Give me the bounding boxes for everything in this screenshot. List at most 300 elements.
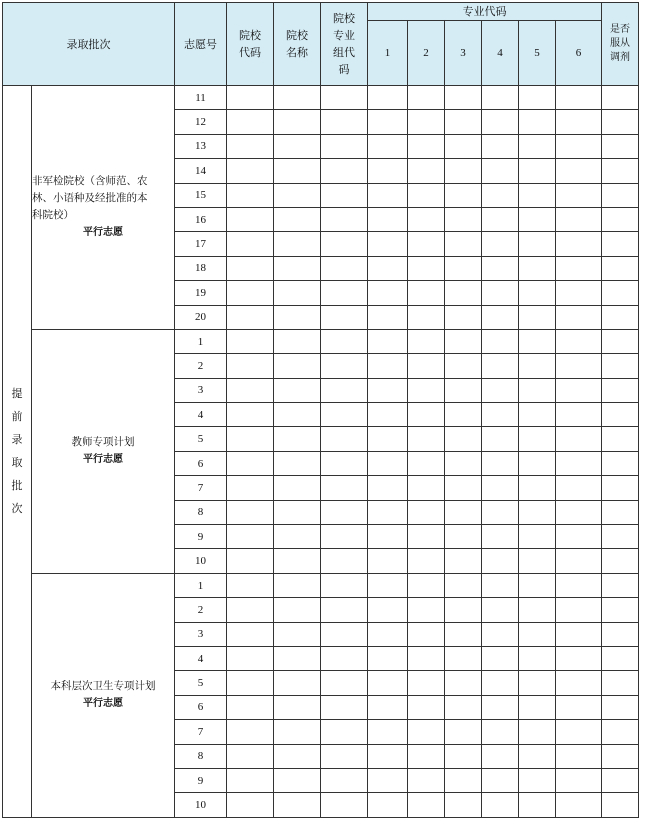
major-code-5-cell[interactable]	[519, 159, 556, 183]
major-code-2-cell[interactable]	[408, 378, 445, 402]
major-code-4-cell[interactable]	[482, 159, 519, 183]
major-code-3-cell[interactable]	[445, 695, 482, 719]
major-group-code-cell[interactable]	[321, 768, 368, 792]
school-name-cell[interactable]	[274, 451, 321, 475]
major-group-code-cell[interactable]	[321, 744, 368, 768]
obey-adjustment-cell[interactable]	[602, 525, 639, 549]
major-group-code-cell[interactable]	[321, 232, 368, 256]
major-code-2-cell[interactable]	[408, 744, 445, 768]
major-code-1-cell[interactable]	[368, 256, 408, 280]
school-name-cell[interactable]	[274, 329, 321, 353]
major-group-code-cell[interactable]	[321, 110, 368, 134]
school-code-cell[interactable]	[227, 329, 274, 353]
major-code-5-cell[interactable]	[519, 695, 556, 719]
major-code-6-cell[interactable]	[556, 329, 602, 353]
major-code-6-cell[interactable]	[556, 427, 602, 451]
major-group-code-cell[interactable]	[321, 598, 368, 622]
major-code-4-cell[interactable]	[482, 232, 519, 256]
major-code-1-cell[interactable]	[368, 110, 408, 134]
major-code-5-cell[interactable]	[519, 549, 556, 573]
major-code-4-cell[interactable]	[482, 110, 519, 134]
major-group-code-cell[interactable]	[321, 720, 368, 744]
school-name-cell[interactable]	[274, 695, 321, 719]
obey-adjustment-cell[interactable]	[602, 598, 639, 622]
major-group-code-cell[interactable]	[321, 134, 368, 158]
obey-adjustment-cell[interactable]	[602, 378, 639, 402]
major-code-5-cell[interactable]	[519, 622, 556, 646]
major-code-3-cell[interactable]	[445, 110, 482, 134]
school-code-cell[interactable]	[227, 476, 274, 500]
major-code-4-cell[interactable]	[482, 403, 519, 427]
major-code-2-cell[interactable]	[408, 86, 445, 110]
school-name-cell[interactable]	[274, 646, 321, 670]
major-code-4-cell[interactable]	[482, 329, 519, 353]
major-code-2-cell[interactable]	[408, 646, 445, 670]
major-code-3-cell[interactable]	[445, 744, 482, 768]
school-name-cell[interactable]	[274, 476, 321, 500]
major-group-code-cell[interactable]	[321, 549, 368, 573]
major-group-code-cell[interactable]	[321, 183, 368, 207]
major-code-2-cell[interactable]	[408, 451, 445, 475]
major-code-2-cell[interactable]	[408, 183, 445, 207]
major-code-6-cell[interactable]	[556, 354, 602, 378]
major-code-4-cell[interactable]	[482, 720, 519, 744]
major-code-4-cell[interactable]	[482, 451, 519, 475]
school-name-cell[interactable]	[274, 500, 321, 524]
obey-adjustment-cell[interactable]	[602, 305, 639, 329]
school-code-cell[interactable]	[227, 403, 274, 427]
major-code-5-cell[interactable]	[519, 573, 556, 597]
school-name-cell[interactable]	[274, 305, 321, 329]
obey-adjustment-cell[interactable]	[602, 232, 639, 256]
major-code-1-cell[interactable]	[368, 378, 408, 402]
major-code-1-cell[interactable]	[368, 183, 408, 207]
major-code-2-cell[interactable]	[408, 159, 445, 183]
school-code-cell[interactable]	[227, 183, 274, 207]
major-code-3-cell[interactable]	[445, 378, 482, 402]
major-code-6-cell[interactable]	[556, 159, 602, 183]
major-code-2-cell[interactable]	[408, 110, 445, 134]
obey-adjustment-cell[interactable]	[602, 695, 639, 719]
school-code-cell[interactable]	[227, 451, 274, 475]
major-code-4-cell[interactable]	[482, 281, 519, 305]
major-code-3-cell[interactable]	[445, 305, 482, 329]
major-code-4-cell[interactable]	[482, 695, 519, 719]
major-group-code-cell[interactable]	[321, 573, 368, 597]
school-code-cell[interactable]	[227, 159, 274, 183]
school-name-cell[interactable]	[274, 793, 321, 817]
major-code-1-cell[interactable]	[368, 671, 408, 695]
major-code-5-cell[interactable]	[519, 768, 556, 792]
major-group-code-cell[interactable]	[321, 256, 368, 280]
major-code-3-cell[interactable]	[445, 525, 482, 549]
major-code-1-cell[interactable]	[368, 720, 408, 744]
major-code-5-cell[interactable]	[519, 281, 556, 305]
major-code-1-cell[interactable]	[368, 646, 408, 670]
obey-adjustment-cell[interactable]	[602, 159, 639, 183]
major-code-4-cell[interactable]	[482, 134, 519, 158]
major-code-1-cell[interactable]	[368, 695, 408, 719]
major-code-1-cell[interactable]	[368, 305, 408, 329]
major-group-code-cell[interactable]	[321, 500, 368, 524]
obey-adjustment-cell[interactable]	[602, 500, 639, 524]
major-code-2-cell[interactable]	[408, 134, 445, 158]
major-code-5-cell[interactable]	[519, 378, 556, 402]
major-code-4-cell[interactable]	[482, 427, 519, 451]
major-code-6-cell[interactable]	[556, 281, 602, 305]
school-name-cell[interactable]	[274, 573, 321, 597]
major-code-4-cell[interactable]	[482, 378, 519, 402]
major-code-2-cell[interactable]	[408, 720, 445, 744]
major-code-3-cell[interactable]	[445, 403, 482, 427]
major-code-6-cell[interactable]	[556, 305, 602, 329]
major-code-2-cell[interactable]	[408, 476, 445, 500]
major-code-1-cell[interactable]	[368, 281, 408, 305]
major-code-5-cell[interactable]	[519, 183, 556, 207]
major-code-1-cell[interactable]	[368, 573, 408, 597]
major-code-5-cell[interactable]	[519, 256, 556, 280]
school-code-cell[interactable]	[227, 207, 274, 231]
school-code-cell[interactable]	[227, 281, 274, 305]
obey-adjustment-cell[interactable]	[602, 86, 639, 110]
major-code-6-cell[interactable]	[556, 573, 602, 597]
major-code-2-cell[interactable]	[408, 403, 445, 427]
major-code-1-cell[interactable]	[368, 329, 408, 353]
major-code-5-cell[interactable]	[519, 86, 556, 110]
school-code-cell[interactable]	[227, 354, 274, 378]
school-code-cell[interactable]	[227, 720, 274, 744]
school-name-cell[interactable]	[274, 86, 321, 110]
school-name-cell[interactable]	[274, 525, 321, 549]
school-code-cell[interactable]	[227, 573, 274, 597]
major-code-5-cell[interactable]	[519, 598, 556, 622]
major-code-5-cell[interactable]	[519, 793, 556, 817]
major-code-3-cell[interactable]	[445, 159, 482, 183]
obey-adjustment-cell[interactable]	[602, 281, 639, 305]
major-code-3-cell[interactable]	[445, 207, 482, 231]
major-code-3-cell[interactable]	[445, 573, 482, 597]
school-name-cell[interactable]	[274, 256, 321, 280]
school-code-cell[interactable]	[227, 525, 274, 549]
major-code-1-cell[interactable]	[368, 549, 408, 573]
major-code-6-cell[interactable]	[556, 768, 602, 792]
major-code-1-cell[interactable]	[368, 232, 408, 256]
major-code-2-cell[interactable]	[408, 525, 445, 549]
school-name-cell[interactable]	[274, 207, 321, 231]
major-code-6-cell[interactable]	[556, 793, 602, 817]
major-group-code-cell[interactable]	[321, 476, 368, 500]
major-code-4-cell[interactable]	[482, 744, 519, 768]
major-group-code-cell[interactable]	[321, 793, 368, 817]
school-name-cell[interactable]	[274, 110, 321, 134]
obey-adjustment-cell[interactable]	[602, 183, 639, 207]
major-code-2-cell[interactable]	[408, 573, 445, 597]
major-code-6-cell[interactable]	[556, 744, 602, 768]
school-code-cell[interactable]	[227, 378, 274, 402]
major-code-1-cell[interactable]	[368, 403, 408, 427]
major-group-code-cell[interactable]	[321, 646, 368, 670]
major-code-1-cell[interactable]	[368, 476, 408, 500]
school-code-cell[interactable]	[227, 305, 274, 329]
obey-adjustment-cell[interactable]	[602, 549, 639, 573]
major-code-6-cell[interactable]	[556, 549, 602, 573]
major-code-2-cell[interactable]	[408, 207, 445, 231]
major-code-3-cell[interactable]	[445, 256, 482, 280]
major-code-4-cell[interactable]	[482, 525, 519, 549]
major-group-code-cell[interactable]	[321, 427, 368, 451]
major-group-code-cell[interactable]	[321, 695, 368, 719]
school-code-cell[interactable]	[227, 427, 274, 451]
major-code-5-cell[interactable]	[519, 305, 556, 329]
major-group-code-cell[interactable]	[321, 159, 368, 183]
major-code-5-cell[interactable]	[519, 500, 556, 524]
school-code-cell[interactable]	[227, 793, 274, 817]
school-code-cell[interactable]	[227, 110, 274, 134]
major-code-5-cell[interactable]	[519, 427, 556, 451]
major-code-6-cell[interactable]	[556, 598, 602, 622]
major-code-6-cell[interactable]	[556, 525, 602, 549]
obey-adjustment-cell[interactable]	[602, 768, 639, 792]
major-code-5-cell[interactable]	[519, 451, 556, 475]
major-group-code-cell[interactable]	[321, 329, 368, 353]
major-code-6-cell[interactable]	[556, 134, 602, 158]
school-name-cell[interactable]	[274, 159, 321, 183]
major-code-2-cell[interactable]	[408, 354, 445, 378]
school-name-cell[interactable]	[274, 622, 321, 646]
school-name-cell[interactable]	[274, 549, 321, 573]
major-code-1-cell[interactable]	[368, 525, 408, 549]
major-code-3-cell[interactable]	[445, 646, 482, 670]
obey-adjustment-cell[interactable]	[602, 354, 639, 378]
school-code-cell[interactable]	[227, 695, 274, 719]
major-code-5-cell[interactable]	[519, 671, 556, 695]
school-code-cell[interactable]	[227, 646, 274, 670]
major-code-2-cell[interactable]	[408, 232, 445, 256]
major-code-2-cell[interactable]	[408, 427, 445, 451]
major-code-4-cell[interactable]	[482, 500, 519, 524]
major-code-4-cell[interactable]	[482, 793, 519, 817]
major-code-6-cell[interactable]	[556, 256, 602, 280]
major-code-2-cell[interactable]	[408, 281, 445, 305]
major-code-2-cell[interactable]	[408, 768, 445, 792]
major-code-1-cell[interactable]	[368, 622, 408, 646]
major-code-3-cell[interactable]	[445, 549, 482, 573]
major-code-3-cell[interactable]	[445, 451, 482, 475]
major-code-3-cell[interactable]	[445, 500, 482, 524]
school-name-cell[interactable]	[274, 281, 321, 305]
major-code-5-cell[interactable]	[519, 646, 556, 670]
major-code-1-cell[interactable]	[368, 451, 408, 475]
major-code-5-cell[interactable]	[519, 720, 556, 744]
obey-adjustment-cell[interactable]	[602, 573, 639, 597]
major-code-5-cell[interactable]	[519, 476, 556, 500]
major-code-3-cell[interactable]	[445, 598, 482, 622]
obey-adjustment-cell[interactable]	[602, 110, 639, 134]
major-code-1-cell[interactable]	[368, 793, 408, 817]
major-code-3-cell[interactable]	[445, 329, 482, 353]
school-name-cell[interactable]	[274, 768, 321, 792]
major-code-3-cell[interactable]	[445, 86, 482, 110]
major-code-3-cell[interactable]	[445, 720, 482, 744]
major-group-code-cell[interactable]	[321, 451, 368, 475]
major-code-6-cell[interactable]	[556, 500, 602, 524]
major-code-1-cell[interactable]	[368, 354, 408, 378]
major-code-6-cell[interactable]	[556, 720, 602, 744]
major-code-4-cell[interactable]	[482, 622, 519, 646]
major-code-6-cell[interactable]	[556, 86, 602, 110]
school-code-cell[interactable]	[227, 256, 274, 280]
major-code-3-cell[interactable]	[445, 134, 482, 158]
major-code-2-cell[interactable]	[408, 622, 445, 646]
school-code-cell[interactable]	[227, 598, 274, 622]
major-code-1-cell[interactable]	[368, 744, 408, 768]
obey-adjustment-cell[interactable]	[602, 622, 639, 646]
school-name-cell[interactable]	[274, 232, 321, 256]
major-code-4-cell[interactable]	[482, 354, 519, 378]
major-code-1-cell[interactable]	[368, 207, 408, 231]
major-code-5-cell[interactable]	[519, 354, 556, 378]
school-code-cell[interactable]	[227, 622, 274, 646]
major-code-3-cell[interactable]	[445, 427, 482, 451]
major-code-6-cell[interactable]	[556, 110, 602, 134]
major-code-6-cell[interactable]	[556, 378, 602, 402]
school-name-cell[interactable]	[274, 354, 321, 378]
major-code-3-cell[interactable]	[445, 476, 482, 500]
major-code-4-cell[interactable]	[482, 183, 519, 207]
major-group-code-cell[interactable]	[321, 671, 368, 695]
major-code-3-cell[interactable]	[445, 622, 482, 646]
obey-adjustment-cell[interactable]	[602, 207, 639, 231]
major-code-4-cell[interactable]	[482, 671, 519, 695]
school-name-cell[interactable]	[274, 183, 321, 207]
major-code-5-cell[interactable]	[519, 525, 556, 549]
obey-adjustment-cell[interactable]	[602, 744, 639, 768]
school-code-cell[interactable]	[227, 86, 274, 110]
obey-adjustment-cell[interactable]	[602, 329, 639, 353]
school-code-cell[interactable]	[227, 134, 274, 158]
major-code-3-cell[interactable]	[445, 768, 482, 792]
major-code-3-cell[interactable]	[445, 793, 482, 817]
major-code-6-cell[interactable]	[556, 183, 602, 207]
major-code-6-cell[interactable]	[556, 207, 602, 231]
school-name-cell[interactable]	[274, 671, 321, 695]
major-code-6-cell[interactable]	[556, 646, 602, 670]
school-code-cell[interactable]	[227, 232, 274, 256]
obey-adjustment-cell[interactable]	[602, 671, 639, 695]
major-code-3-cell[interactable]	[445, 183, 482, 207]
school-name-cell[interactable]	[274, 427, 321, 451]
major-code-4-cell[interactable]	[482, 256, 519, 280]
obey-adjustment-cell[interactable]	[602, 256, 639, 280]
major-code-4-cell[interactable]	[482, 476, 519, 500]
school-name-cell[interactable]	[274, 378, 321, 402]
major-code-6-cell[interactable]	[556, 671, 602, 695]
major-code-6-cell[interactable]	[556, 403, 602, 427]
major-code-5-cell[interactable]	[519, 207, 556, 231]
major-code-2-cell[interactable]	[408, 256, 445, 280]
school-code-cell[interactable]	[227, 549, 274, 573]
major-code-5-cell[interactable]	[519, 329, 556, 353]
major-code-4-cell[interactable]	[482, 768, 519, 792]
major-group-code-cell[interactable]	[321, 207, 368, 231]
major-code-1-cell[interactable]	[368, 427, 408, 451]
major-group-code-cell[interactable]	[321, 281, 368, 305]
major-code-4-cell[interactable]	[482, 598, 519, 622]
major-code-1-cell[interactable]	[368, 598, 408, 622]
major-code-2-cell[interactable]	[408, 305, 445, 329]
obey-adjustment-cell[interactable]	[602, 451, 639, 475]
major-code-4-cell[interactable]	[482, 207, 519, 231]
major-code-1-cell[interactable]	[368, 159, 408, 183]
school-name-cell[interactable]	[274, 744, 321, 768]
major-code-2-cell[interactable]	[408, 598, 445, 622]
obey-adjustment-cell[interactable]	[602, 793, 639, 817]
major-code-2-cell[interactable]	[408, 549, 445, 573]
obey-adjustment-cell[interactable]	[602, 403, 639, 427]
major-code-3-cell[interactable]	[445, 671, 482, 695]
major-code-2-cell[interactable]	[408, 329, 445, 353]
obey-adjustment-cell[interactable]	[602, 134, 639, 158]
major-code-4-cell[interactable]	[482, 86, 519, 110]
major-group-code-cell[interactable]	[321, 525, 368, 549]
major-code-6-cell[interactable]	[556, 451, 602, 475]
major-code-3-cell[interactable]	[445, 232, 482, 256]
major-code-1-cell[interactable]	[368, 768, 408, 792]
major-code-5-cell[interactable]	[519, 744, 556, 768]
major-code-5-cell[interactable]	[519, 134, 556, 158]
major-code-4-cell[interactable]	[482, 573, 519, 597]
major-code-1-cell[interactable]	[368, 86, 408, 110]
obey-adjustment-cell[interactable]	[602, 476, 639, 500]
major-code-6-cell[interactable]	[556, 695, 602, 719]
major-group-code-cell[interactable]	[321, 86, 368, 110]
major-code-5-cell[interactable]	[519, 232, 556, 256]
school-name-cell[interactable]	[274, 403, 321, 427]
obey-adjustment-cell[interactable]	[602, 646, 639, 670]
major-code-5-cell[interactable]	[519, 110, 556, 134]
major-code-6-cell[interactable]	[556, 232, 602, 256]
obey-adjustment-cell[interactable]	[602, 427, 639, 451]
major-group-code-cell[interactable]	[321, 378, 368, 402]
major-code-4-cell[interactable]	[482, 646, 519, 670]
school-name-cell[interactable]	[274, 598, 321, 622]
school-name-cell[interactable]	[274, 720, 321, 744]
major-code-1-cell[interactable]	[368, 500, 408, 524]
major-code-4-cell[interactable]	[482, 305, 519, 329]
school-code-cell[interactable]	[227, 671, 274, 695]
school-code-cell[interactable]	[227, 500, 274, 524]
school-name-cell[interactable]	[274, 134, 321, 158]
school-code-cell[interactable]	[227, 744, 274, 768]
major-group-code-cell[interactable]	[321, 403, 368, 427]
obey-adjustment-cell[interactable]	[602, 720, 639, 744]
major-code-2-cell[interactable]	[408, 695, 445, 719]
major-code-4-cell[interactable]	[482, 549, 519, 573]
major-group-code-cell[interactable]	[321, 622, 368, 646]
major-code-3-cell[interactable]	[445, 354, 482, 378]
major-code-2-cell[interactable]	[408, 793, 445, 817]
major-code-1-cell[interactable]	[368, 134, 408, 158]
major-code-3-cell[interactable]	[445, 281, 482, 305]
school-code-cell[interactable]	[227, 768, 274, 792]
major-code-5-cell[interactable]	[519, 403, 556, 427]
major-code-2-cell[interactable]	[408, 500, 445, 524]
major-group-code-cell[interactable]	[321, 354, 368, 378]
major-code-2-cell[interactable]	[408, 671, 445, 695]
major-code-6-cell[interactable]	[556, 622, 602, 646]
major-group-code-cell[interactable]	[321, 305, 368, 329]
major-code-6-cell[interactable]	[556, 476, 602, 500]
